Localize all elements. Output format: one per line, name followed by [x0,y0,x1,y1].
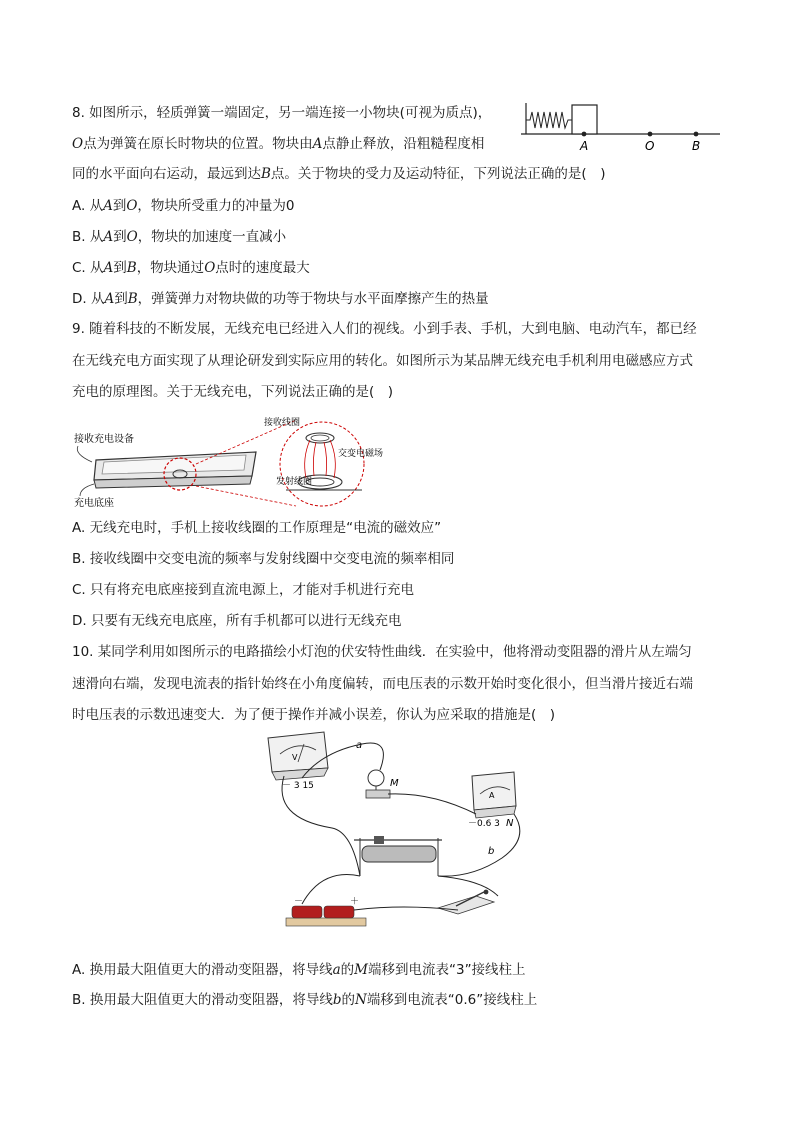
q8-stem-line1: 8. 如图所示，轻质弹簧一端固定，另一端连接一小物块(可视为质点)， [72,105,492,121]
q8-label-b: B [692,139,701,153]
q10-stem-line2: 速滑向右端，发现电流表的指针始终在小角度偏转，而电压表的示数开始时变化很小，但当滑片接近右端 [72,676,693,692]
lamp [366,770,390,798]
battery [286,896,366,926]
q8-label-o: O [645,139,655,153]
q8-spring-figure [516,100,726,156]
q8-option-c: C. 从A到B，物块通过O点时的速度最大 [72,260,310,276]
q10-option-a: A. 换用最大阻值更大的滑动变阻器，将导线a的M端移到电流表“3”接线柱上 [72,962,526,978]
q8-option-b: B. 从A到O，物块的加速度一直减小 [72,229,287,245]
q9-option-a: A. 无线充电时，手机上接收线圈的工作原理是“电流的磁效应” [72,520,442,536]
q9-stem-line3: 充电的原理图。关于无线充电，下列说法正确的是( ) [72,384,394,400]
q8-stem-line2: O点为弹簧在原长时物块的位置。物块由A点静止释放，沿粗糙程度相 [72,136,485,152]
battery-plus: ＋ [350,897,360,907]
q9-label-base: 充电底座 [74,498,114,509]
q8-option-d: D. 从A到B，弹簧弹力对物块做的功等于物块与水平面摩擦产生的热量 [72,291,489,307]
q9-label-receiver-device: 接收充电设备 [74,434,134,445]
q9-label-receive-coil: 接收线圈 [264,418,301,428]
q9-option-b: B. 接收线圈中交变电流的频率与发射线圈中交变电流的频率相同 [72,551,455,567]
q8-option-a: A. 从A到O，物块所受重力的冲量为0 [72,198,295,214]
ammeter-symbol: A [489,791,495,800]
q8-label-a: A [580,139,589,153]
wire-b-label: b [488,846,495,857]
wire-a-label: a [356,740,363,751]
voltmeter-terminals: － 3 15 [282,781,314,791]
point-m: M [390,778,399,789]
q9-label-transmit-coil: 发射线圈 [276,477,313,487]
q10-option-b: B. 换用最大阻值更大的滑动变阻器，将导线b的N端移到电流表“0.6”接线柱上 [72,992,538,1008]
q10-circuit-figure [262,728,538,936]
q9-stem-line1: 9. 随着科技的不断发展，无线充电已经进入人们的视线。小到手表、手机，大到电脑、电动汽车，都已经 [72,321,697,337]
voltmeter-symbol: V [292,753,298,762]
q10-stem-line1: 10. 某同学利用如图所示的电路描绘小灯泡的伏安特性曲线．在实验中，他将滑动变阻器的滑片从左端匀 [72,644,692,660]
ammeter-terminals: －0.6 3 [468,819,500,829]
q9-wireless-charging-figure [66,412,384,512]
q9-stem-line2: 在无线充电方面实现了从理论研发到实际应用的转化。如图所示为某品牌无线充电手机利用电磁感应方式 [72,353,693,369]
q8-stem-line3: 同的水平面向右运动，最远到达B点。关于物块的受力及运动特征，下列说法正确的是( ) [72,166,606,182]
q9-label-ac-field: 交变电磁场 [338,449,384,459]
point-n: N [506,818,514,829]
rheostat [354,836,442,876]
battery-minus: － [294,897,304,907]
q9-option-c: C. 只有将充电底座接到直流电源上，才能对手机进行充电 [72,582,415,598]
switch [438,890,494,914]
q10-stem-line3: 时电压表的示数迅速变大．为了便于操作并减小误差，你认为应采取的措施是( ) [72,707,556,723]
q9-option-d: D. 只要有无线充电底座，所有手机都可以进行无线充电 [72,613,402,629]
